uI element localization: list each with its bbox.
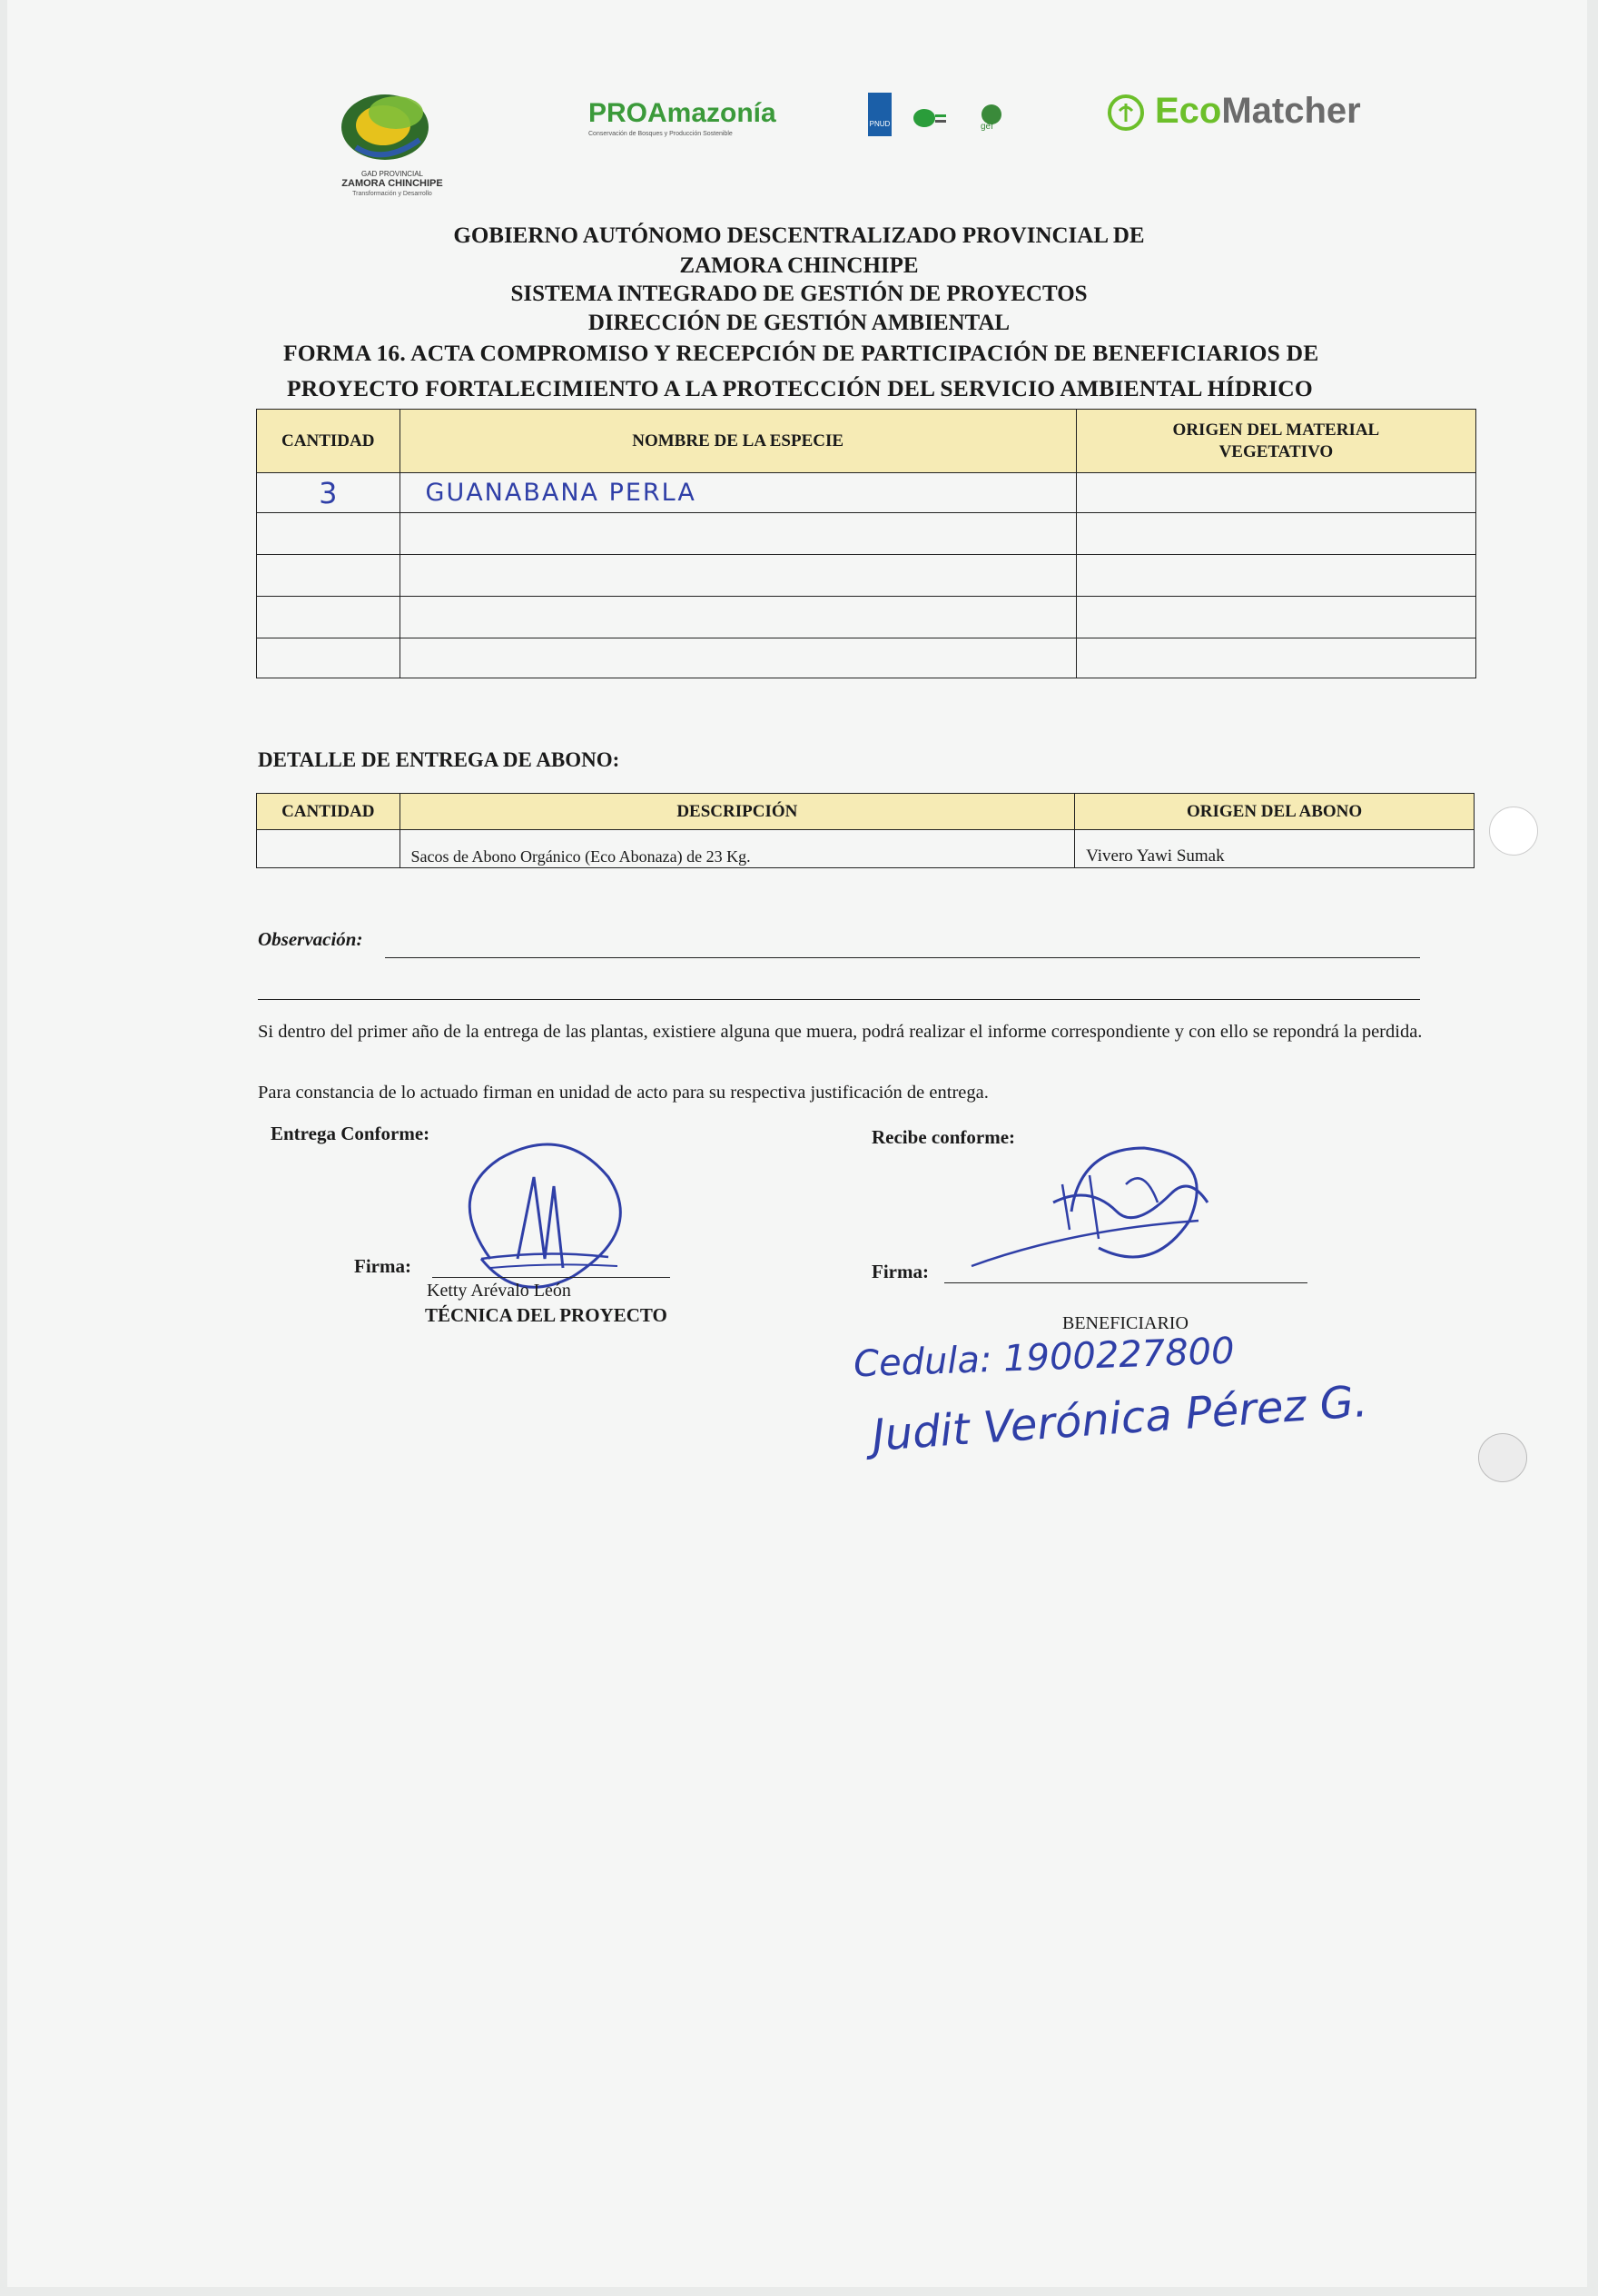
- firma-entrega-line: [432, 1277, 670, 1278]
- gad-zamora-logo: [320, 84, 465, 202]
- firma-entrega-label: Firma:: [354, 1255, 411, 1277]
- species-col-nombre: NOMBRE DE LA ESPECIE: [400, 410, 1076, 473]
- title-line-3: SISTEMA INTEGRADO DE GESTIÓN DE PROYECTOS: [510, 282, 1088, 306]
- observacion-label: Observación:: [258, 928, 363, 950]
- form-title-line-2: PROYECTO FORTALECIMIENTO A LA PROTECCIÓN DEL SERVICIO AMBIENTAL HÍDRICO: [287, 375, 1313, 401]
- partner-logo: [912, 105, 948, 133]
- gef-logo: [973, 102, 1010, 136]
- species-col-origen-l1: ORIGEN DEL MATERIAL: [1172, 420, 1380, 440]
- gad-line-1: GAD PROVINCIAL: [360, 170, 423, 178]
- table-row: [257, 555, 1476, 597]
- abono-table: [256, 793, 1475, 868]
- species-table: [256, 409, 1476, 678]
- gad-line-3: Transformación y Desarrollo: [352, 191, 432, 197]
- title-line-1: GOBIERNO AUTÓNOMO DESCENTRALIZADO PROVINCIAL DE: [453, 223, 1145, 248]
- proamazonia-wordmark: PROAmazonía: [588, 98, 776, 128]
- observacion-line-1: [385, 957, 1420, 958]
- entrega-conforme-label: Entrega Conforme:: [271, 1123, 430, 1144]
- abono-col-cantidad: CANTIDAD: [257, 794, 400, 830]
- undp-logo: [868, 93, 892, 136]
- ecomatcher-wordmark: [1155, 91, 1361, 132]
- gad-line-2: ZAMORA CHINCHIPE: [341, 178, 443, 189]
- beneficiario-name: Judit Verónica Pérez G.: [870, 1376, 1369, 1461]
- punch-hole: [1489, 807, 1538, 856]
- ecomatcher-matcher: Matcher: [1221, 91, 1361, 131]
- tecnica-role: TÉCNICA DEL PROYECTO: [425, 1304, 667, 1326]
- proamazonia-tagline: Conservación de Bosques y Producción Sostenible: [588, 131, 733, 137]
- beneficiario-role: BENEFICIARIO: [1062, 1313, 1189, 1333]
- species-col-cantidad: CANTIDAD: [257, 410, 400, 473]
- species-name: GUANABANA PERLA: [400, 473, 1076, 513]
- gef-text: gef: [981, 122, 993, 132]
- species-col-origen-l2: VEGETATIVO: [1218, 441, 1334, 461]
- abono-heading: DETALLE DE ENTREGA DE ABONO:: [258, 748, 620, 771]
- abono-description: Sacos de Abono Orgánico (Eco Abonaza) de 23 Kg.: [400, 830, 1075, 868]
- species-col-origen: [1076, 410, 1475, 473]
- table-row: [257, 473, 1476, 513]
- firma-beneficiario-label: Firma:: [872, 1261, 929, 1282]
- title-line-2: ZAMORA CHINCHIPE: [679, 253, 919, 278]
- title-line-4: DIRECCIÓN DE GESTIÓN AMBIENTAL: [587, 311, 1011, 335]
- firma-beneficiario-line: [944, 1282, 1307, 1283]
- paragraph-replacement: Si dentro del primer año de la entrega de las plantas, existiere alguna que muera, podrá realizar el informe correspondiente y con ello se repondrá la perdida.: [258, 1022, 1423, 1042]
- proamazonia-logo: [588, 98, 824, 153]
- table-row: [257, 830, 1475, 868]
- abono-origin: Vivero Yawi Sumak: [1075, 830, 1475, 868]
- species-origin: [1076, 473, 1475, 513]
- ecomatcher-logo: [1106, 91, 1433, 136]
- ecomatcher-eco: Eco: [1155, 91, 1222, 131]
- table-row: [257, 597, 1476, 638]
- species-qty: 3: [257, 473, 400, 513]
- observacion-line-2: [258, 999, 1420, 1000]
- punch-hole: [1478, 1433, 1527, 1482]
- abono-qty: [257, 830, 400, 868]
- beneficiario-cedula: Cedula: 1900227800: [853, 1330, 1236, 1386]
- undp-logo-text: PNUD: [869, 120, 891, 128]
- form-title-line-1: FORMA 16. ACTA COMPROMISO Y RECEPCIÓN DE PARTICIPACIÓN DE BENEFICIARIOS DE: [283, 340, 1319, 366]
- tecnica-name: Ketty Arévalo León: [427, 1281, 571, 1301]
- abono-col-descripcion: DESCRIPCIÓN: [400, 794, 1075, 830]
- signature-beneficiario: [962, 1130, 1262, 1284]
- table-row: [257, 638, 1476, 678]
- abono-col-origen: ORIGEN DEL ABONO: [1075, 794, 1475, 830]
- recibe-conforme-label: Recibe conforme:: [872, 1126, 1016, 1148]
- paragraph-constancia: Para constancia de lo actuado firman en unidad de acto para su respectiva justificación de entrega.: [258, 1083, 989, 1103]
- table-row: [257, 513, 1476, 555]
